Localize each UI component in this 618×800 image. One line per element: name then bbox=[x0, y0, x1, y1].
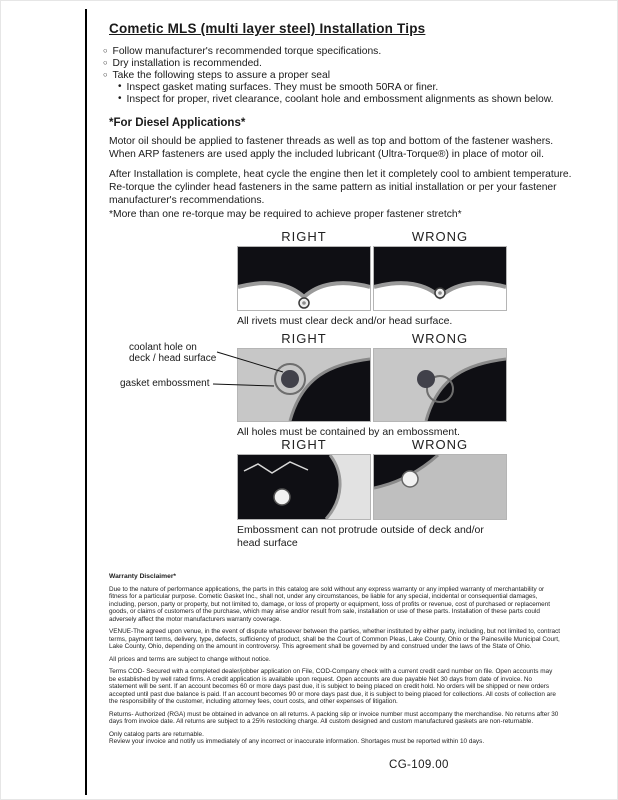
disclaimer-paragraph: VENUE-The agreed upon venue, in the event of dispute whatsoever between the parties, whether instituted by either party, including, but not limited to, contract terms, payment terms, delivery, type, defects, sufficiency of product, shall be the Court of Common Pleas, Lake County, Ohio or the Painesville Municipal Court, Lake County, Ohio, depending on the amount in controversy. This agreement shall be governed by and construed under the laws of the State of Ohio. bbox=[109, 628, 561, 650]
disclaimer-paragraph: All prices and terms are subject to change without notice. bbox=[109, 655, 271, 663]
deck-edge-wrong-diagram bbox=[373, 454, 507, 520]
embossment-wrong-diagram bbox=[373, 348, 507, 422]
page-code: CG-109.00 bbox=[389, 759, 449, 771]
rivet-right-diagram bbox=[237, 246, 371, 311]
right-label: RIGHT bbox=[281, 331, 327, 346]
diesel-paragraph-1: Motor oil should be applied to fastener threads as well as top and bottom of the fastener washers. When ARP fasteners are used apply the included lubricant (Ultra-Torque®) in place of motor oil. bbox=[109, 136, 554, 160]
embossment-right-illustration bbox=[238, 349, 370, 421]
coolant-hole-callout: coolant hole on deck / head surface bbox=[129, 342, 217, 364]
tip-text: Inspect for proper, rivet clearance, coolant hole and embossment alignments as shown below. bbox=[126, 93, 554, 105]
right-label: RIGHT bbox=[281, 437, 327, 452]
wrong-label: WRONG bbox=[411, 229, 469, 244]
deck-edge-right-diagram bbox=[237, 454, 371, 520]
tip-text: Follow manufacturer's recommended torque specifications. bbox=[112, 45, 382, 57]
disclaimer-paragraph: Terms COD- Secured with a completed dealer/jobber application on File, COD-Company check with a current credit card number on file. Open accounts may be established by well rated firms. A credit application is available upon request. Open accounts are due payable Net 30 days from date of invoice. No statement will be sent. If an account becomes 60 or more days past due, it is subject to being placed on credit hold. No orders will be shipped or new orders accepted until past due balance is paid. If an account becomes 90 or more days past due, it is subject to being placed for collections. All costs of collection are the responsibility of the customer, including attorney fees, court costs, and other expenses of litigation. bbox=[109, 668, 556, 705]
bullet-icon: ○ bbox=[103, 45, 108, 55]
page-title: Cometic MLS (multi layer steel) Installation Tips bbox=[109, 21, 426, 36]
disclaimer-paragraph: Review your invoice and notify us immediately of any incorrect or inaccurate information. Shortages must be reported within 10 days. bbox=[109, 738, 485, 745]
bullet-icon: • bbox=[118, 92, 122, 104]
tips-list bbox=[103, 45, 381, 81]
bullet-icon: ○ bbox=[103, 57, 108, 67]
rivet-wrong-diagram bbox=[373, 246, 507, 311]
rivet-wrong-illustration bbox=[374, 247, 506, 310]
diesel-paragraph-2: After Installation is complete, heat cycle the engine then let it completely cool to ambient temperature. Re-torque the cylinder head fasteners in the same pattern as initial installation or per your fastener manufacturer's recommendations. bbox=[109, 169, 572, 206]
embossment-wrong-illustration bbox=[374, 349, 506, 421]
list-item bbox=[118, 93, 554, 105]
disclaimer-heading: Warranty Disclaimer* bbox=[109, 573, 177, 580]
tip-text: Dry installation is recommended. bbox=[112, 57, 262, 69]
tips-sublist bbox=[118, 81, 554, 105]
deck-edge-wrong-illustration bbox=[374, 455, 506, 519]
diagram-caption: All rivets must clear deck and/or head surface. bbox=[237, 315, 453, 327]
left-border-rule bbox=[85, 9, 87, 795]
embossment-right-diagram bbox=[237, 348, 371, 422]
disclaimer-paragraph: Returns- Authorized (RGA) must be obtained in advance on all returns. A packing slip or invoice number must accompany the merchandise. No returns after 30 days from invoice date. All returns are subject to a 25% restocking charge. All custom designed and custom manufactured gaskets are non-returnable. bbox=[109, 710, 559, 725]
retorque-note: *More than one re-torque may be required to achieve proper fastener stretch* bbox=[109, 209, 462, 220]
disclaimer-paragraph: Due to the nature of performance applications, the parts in this catalog are sold without any express warranty or any implied warranty of merchantability or fitness for a particular purpose. Cometic Gasket Inc., shall not, under any circumstances, be liable for any special, incidental or consequential damages, including, person, party or property, but not limited to, damage, or loss of property or equipment, loss of profits or revenue, cost of purchased or replacement goods, or claims of customers of the purchase, which may arise and/or result from sale, installation or use of these parts. Installation of these parts could adversely affect the motor manufacturers warranty coverage. bbox=[109, 585, 551, 623]
warranty-disclaimer-section bbox=[109, 573, 561, 751]
rivet-right-illustration bbox=[238, 247, 370, 310]
tip-text: Inspect gasket mating surfaces. They must be smooth 50RA or finer. bbox=[126, 81, 439, 93]
wrong-label: WRONG bbox=[411, 331, 469, 346]
right-label: RIGHT bbox=[281, 229, 327, 244]
diesel-applications-heading: *For Diesel Applications* bbox=[109, 117, 246, 129]
wrong-label: WRONG bbox=[411, 437, 469, 452]
list-item bbox=[103, 45, 381, 57]
gasket-embossment-callout: gasket embossment bbox=[120, 378, 210, 389]
list-item bbox=[103, 69, 381, 81]
tip-text: Take the following steps to assure a proper seal bbox=[112, 69, 331, 81]
list-item bbox=[118, 81, 554, 93]
bullet-icon: ○ bbox=[103, 69, 108, 79]
bullet-icon: • bbox=[118, 80, 122, 92]
list-item bbox=[103, 57, 381, 69]
disclaimer-paragraph: Only catalog parts are returnable. bbox=[109, 730, 204, 738]
diagram-caption: Embossment can not protrude outside of deck and/or head surface bbox=[237, 524, 484, 549]
deck-edge-right-illustration bbox=[238, 455, 370, 519]
diagram-caption: All holes must be contained by an embossment. bbox=[237, 426, 460, 438]
